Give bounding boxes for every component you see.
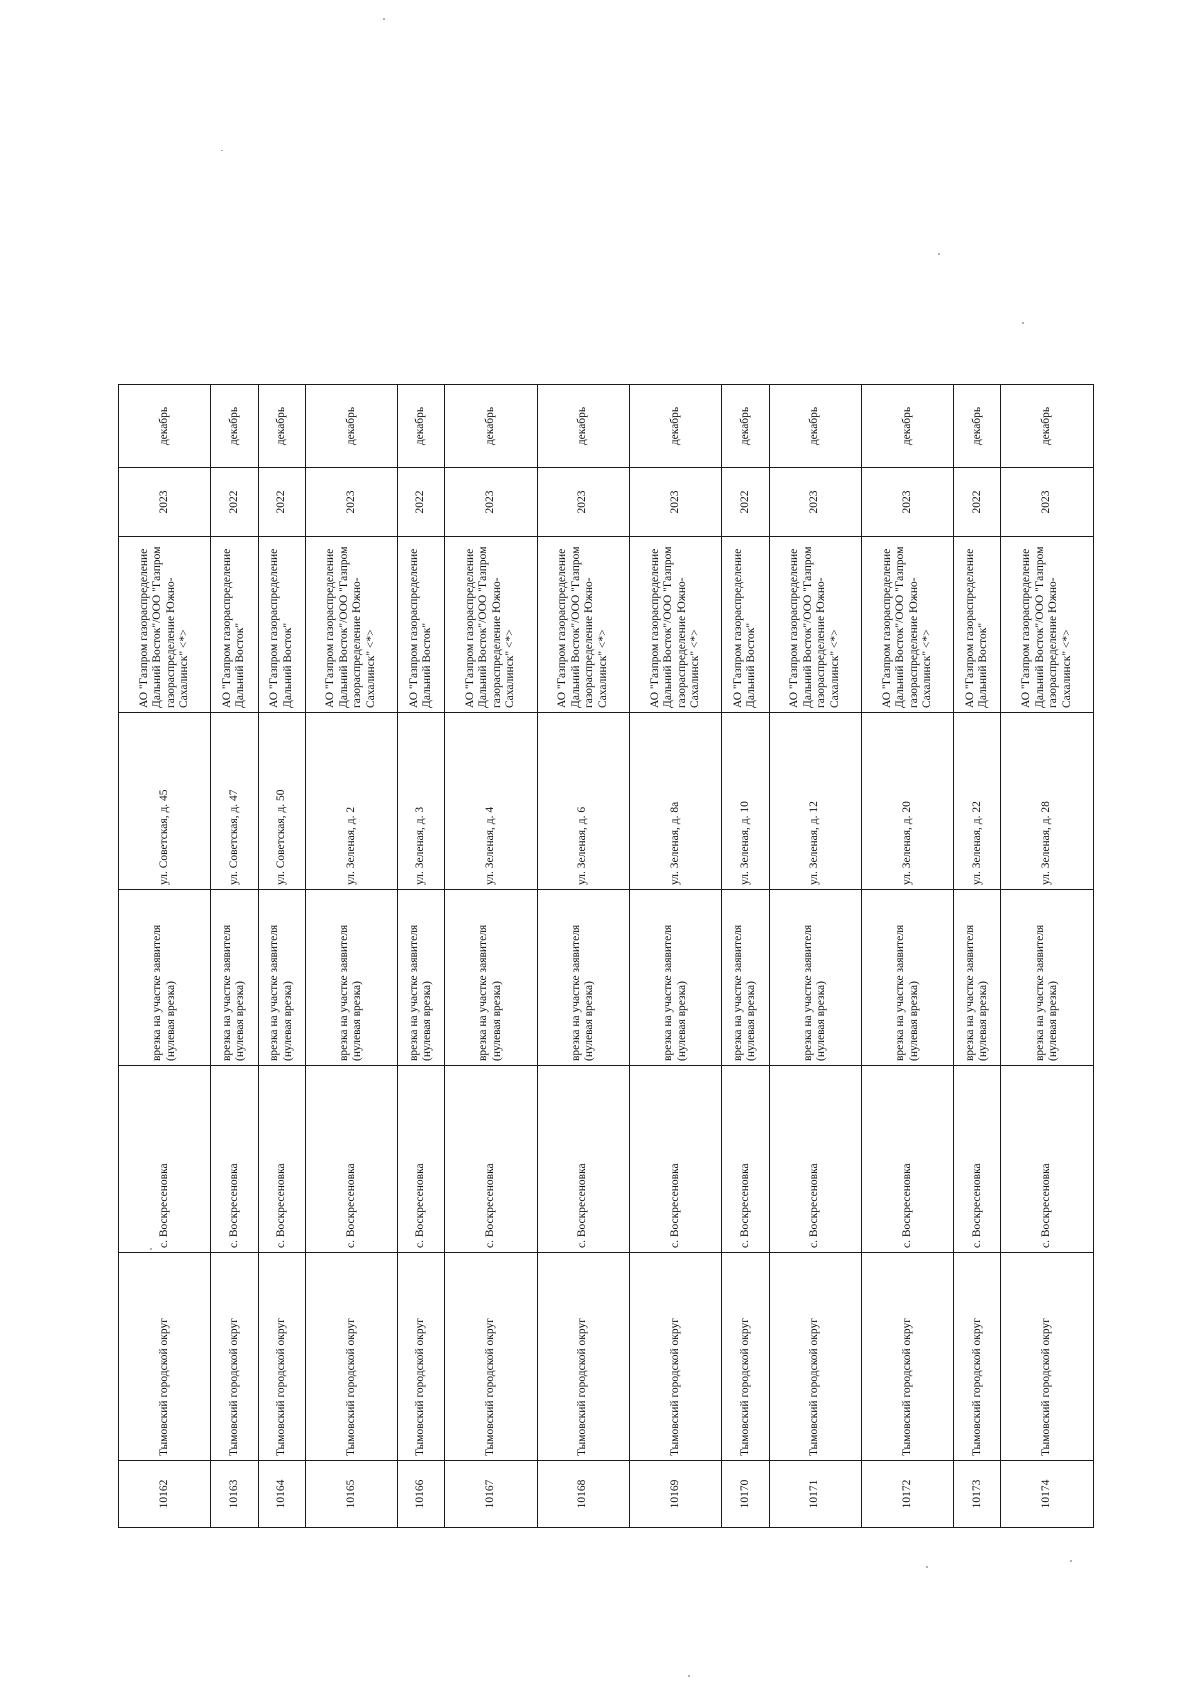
rotated-page-content: [118, 385, 1094, 1528]
table-row: [537, 385, 629, 1528]
organization-cell: АО "Газпром газораспределение Дальний Восток"/ООО "Газпром газораспределение Южно-Сахалинск" <*>: [305, 537, 397, 713]
village-cell: с. Воскресеновка: [211, 1066, 258, 1253]
month-cell: декабрь: [954, 385, 1001, 468]
year-cell: 2023: [445, 468, 537, 537]
table-row: [211, 385, 258, 1528]
address-cell: ул. Зеленая, д. 2: [305, 713, 397, 890]
district-cell: Тымовский городской округ: [305, 1253, 397, 1461]
district-cell: Тымовский городской округ: [954, 1253, 1001, 1461]
year-cell: 2023: [537, 468, 629, 537]
year-cell: 2022: [398, 468, 445, 537]
organization-cell: АО "Газпром газораспределение Дальний Восток"/ООО "Газпром газораспределение Южно-Сахалинск" <*>: [861, 537, 953, 713]
village-cell: с. Воскресеновка: [861, 1066, 953, 1253]
year-cell: 2022: [722, 468, 769, 537]
month-cell: декабрь: [861, 385, 953, 468]
table-row: [954, 385, 1001, 1528]
connection-type-cell: врезка на участке заявителя (нулевая врезка): [305, 890, 397, 1066]
table-body: [119, 385, 1094, 1528]
month-cell: декабрь: [722, 385, 769, 468]
table-row: [722, 385, 769, 1528]
address-cell: ул. Зеленая, д. 22: [954, 713, 1001, 890]
row-number: 10173: [954, 1461, 1001, 1528]
row-number: 10164: [258, 1461, 305, 1528]
organization-cell: АО "Газпром газораспределение Дальний Восток"/ООО "Газпром газораспределение Южно-Сахалинск" <*>: [769, 537, 861, 713]
village-cell: с. Воскресеновка: [398, 1066, 445, 1253]
year-cell: 2023: [861, 468, 953, 537]
village-cell: с. Воскресеновка: [537, 1066, 629, 1253]
district-cell: Тымовский городской округ: [769, 1253, 861, 1461]
month-cell: декабрь: [305, 385, 397, 468]
row-number: 10162: [119, 1461, 211, 1528]
year-cell: 2022: [954, 468, 1001, 537]
month-cell: декабрь: [1001, 385, 1094, 468]
connection-type-cell: врезка на участке заявителя (нулевая врезка): [722, 890, 769, 1066]
month-cell: декабрь: [769, 385, 861, 468]
district-cell: Тымовский городской округ: [537, 1253, 629, 1461]
year-cell: 2023: [119, 468, 211, 537]
scan-speck: [383, 18, 385, 20]
connection-type-cell: врезка на участке заявителя (нулевая врезка): [537, 890, 629, 1066]
year-cell: 2022: [211, 468, 258, 537]
year-cell: 2023: [1001, 468, 1094, 537]
row-number: 10170: [722, 1461, 769, 1528]
month-cell: декабрь: [119, 385, 211, 468]
month-cell: декабрь: [630, 385, 722, 468]
address-cell: ул. Зеленая, д. 4: [445, 713, 537, 890]
organization-cell: АО "Газпром газораспределение Дальний Восток": [211, 537, 258, 713]
month-cell: декабрь: [445, 385, 537, 468]
table-row: [398, 385, 445, 1528]
village-cell: с. Воскресеновка: [954, 1066, 1001, 1253]
scan-speck: [926, 1566, 928, 1568]
district-cell: Тымовский городской округ: [630, 1253, 722, 1461]
row-number: 10167: [445, 1461, 537, 1528]
connection-type-cell: врезка на участке заявителя (нулевая врезка): [398, 890, 445, 1066]
scan-speck: [1022, 322, 1024, 324]
address-cell: ул. Зеленая, д. 28: [1001, 713, 1094, 890]
address-cell: ул. Советская, д. 47: [211, 713, 258, 890]
district-cell: Тымовский городской округ: [722, 1253, 769, 1461]
organization-cell: АО "Газпром газораспределение Дальний Восток"/ООО "Газпром газораспределение Южно-Сахалинск" <*>: [537, 537, 629, 713]
table-row: [630, 385, 722, 1528]
year-cell: 2023: [630, 468, 722, 537]
connection-type-cell: врезка на участке заявителя (нулевая врезка): [258, 890, 305, 1066]
connection-type-cell: врезка на участке заявителя (нулевая врезка): [119, 890, 211, 1066]
address-cell: ул. Зеленая, д. 6: [537, 713, 629, 890]
organization-cell: АО "Газпром газораспределение Дальний Восток"/ООО "Газпром газораспределение Южно-Сахалинск" <*>: [1001, 537, 1094, 713]
district-cell: Тымовский городской округ: [258, 1253, 305, 1461]
month-cell: декабрь: [258, 385, 305, 468]
district-cell: Тымовский городской округ: [398, 1253, 445, 1461]
table-row: [861, 385, 953, 1528]
year-cell: 2023: [305, 468, 397, 537]
row-number: 10168: [537, 1461, 629, 1528]
organization-cell: АО "Газпром газораспределение Дальний Восток": [722, 537, 769, 713]
village-cell: с. Воскресеновка: [445, 1066, 537, 1253]
village-cell: с. Воскресеновка: [258, 1066, 305, 1253]
connection-type-cell: врезка на участке заявителя (нулевая врезка): [954, 890, 1001, 1066]
village-cell: с. Воскресеновка: [769, 1066, 861, 1253]
village-cell: с. Воскресеновка: [1001, 1066, 1094, 1253]
connection-type-cell: врезка на участке заявителя (нулевая врезка): [769, 890, 861, 1066]
scan-speck: [688, 1675, 690, 1677]
table-row: [1001, 385, 1094, 1528]
address-cell: ул. Советская, д. 45: [119, 713, 211, 890]
gasification-table: [118, 384, 1094, 1528]
row-number: 10174: [1001, 1461, 1094, 1528]
month-cell: декабрь: [537, 385, 629, 468]
district-cell: Тымовский городской округ: [1001, 1253, 1094, 1461]
scan-speck: [150, 1248, 152, 1250]
organization-cell: АО "Газпром газораспределение Дальний Восток"/ООО "Газпром газораспределение Южно-Сахалинск" <*>: [445, 537, 537, 713]
address-cell: ул. Зеленая, д. 20: [861, 713, 953, 890]
scan-speck: [1070, 1560, 1072, 1562]
row-number: 10166: [398, 1461, 445, 1528]
year-cell: 2023: [769, 468, 861, 537]
village-cell: с. Воскресеновка: [305, 1066, 397, 1253]
table-row: [305, 385, 397, 1528]
village-cell: с. Воскресеновка: [722, 1066, 769, 1253]
year-cell: 2022: [258, 468, 305, 537]
organization-cell: АО "Газпром газораспределение Дальний Восток"/ООО "Газпром газораспределение Южно-Сахалинск" <*>: [630, 537, 722, 713]
connection-type-cell: врезка на участке заявителя (нулевая врезка): [861, 890, 953, 1066]
row-number: 10163: [211, 1461, 258, 1528]
row-number: 10169: [630, 1461, 722, 1528]
organization-cell: АО "Газпром газораспределение Дальний Восток": [258, 537, 305, 713]
village-cell: с. Воскресеновка: [119, 1066, 211, 1253]
address-cell: ул. Зеленая, д. 8а: [630, 713, 722, 890]
table-row: [119, 385, 211, 1528]
row-number: 10172: [861, 1461, 953, 1528]
connection-type-cell: врезка на участке заявителя (нулевая врезка): [211, 890, 258, 1066]
scan-speck: [938, 253, 940, 255]
district-cell: Тымовский городской округ: [119, 1253, 211, 1461]
district-cell: Тымовский городской округ: [211, 1253, 258, 1461]
district-cell: Тымовский городской округ: [445, 1253, 537, 1461]
table-row: [258, 385, 305, 1528]
connection-type-cell: врезка на участке заявителя (нулевая врезка): [1001, 890, 1094, 1066]
table-row: [445, 385, 537, 1528]
month-cell: декабрь: [398, 385, 445, 468]
organization-cell: АО "Газпром газораспределение Дальний Восток": [398, 537, 445, 713]
village-cell: с. Воскресеновка: [630, 1066, 722, 1253]
address-cell: ул. Советская, д. 50: [258, 713, 305, 890]
address-cell: ул. Зеленая, д. 12: [769, 713, 861, 890]
address-cell: ул. Зеленая, д. 3: [398, 713, 445, 890]
connection-type-cell: врезка на участке заявителя (нулевая врезка): [445, 890, 537, 1066]
connection-type-cell: врезка на участке заявителя (нулевая врезка): [630, 890, 722, 1066]
month-cell: декабрь: [211, 385, 258, 468]
organization-cell: АО "Газпром газораспределение Дальний Восток"/ООО "Газпром газораспределение Южно-Сахалинск" <*>: [119, 537, 211, 713]
scan-speck: [221, 150, 223, 151]
organization-cell: АО "Газпром газораспределение Дальний Восток": [954, 537, 1001, 713]
district-cell: Тымовский городской округ: [861, 1253, 953, 1461]
row-number: 10165: [305, 1461, 397, 1528]
row-number: 10171: [769, 1461, 861, 1528]
address-cell: ул. Зеленая, д. 10: [722, 713, 769, 890]
table-row: [769, 385, 861, 1528]
